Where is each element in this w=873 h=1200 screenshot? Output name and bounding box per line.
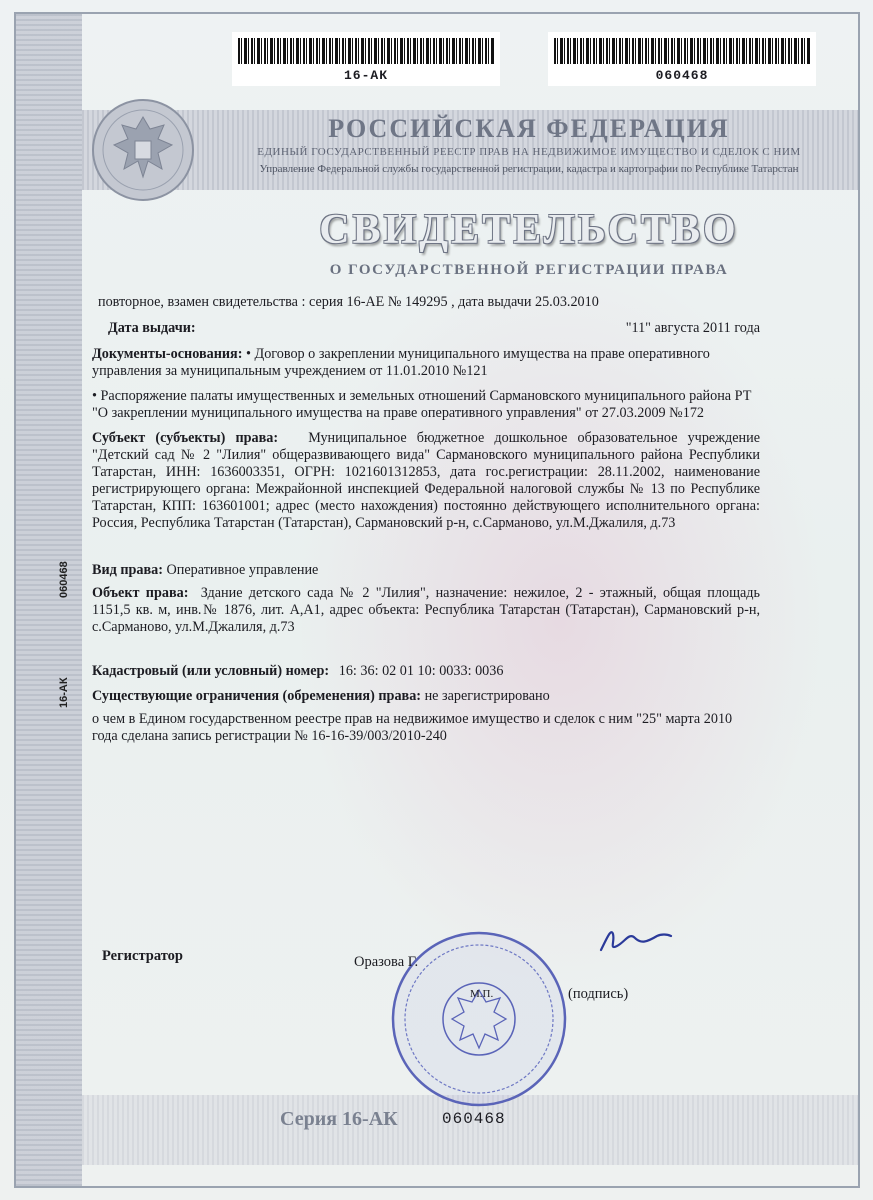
series-number: 060468 bbox=[442, 1110, 506, 1128]
certificate-body bbox=[92, 294, 760, 745]
subject-label: Субъект (субъекты) права: bbox=[92, 430, 279, 446]
registry-record: о чем в Едином государственном реестре прав на недвижимое имущество и сделок с ним "25" марта 2010 года сделана запись регистрации № 16-16-39/003/2010-240 bbox=[92, 711, 733, 744]
side-series-label: 16-АК bbox=[58, 677, 70, 708]
issue-date-value: "11" августа 2011 года bbox=[625, 320, 760, 336]
registrar-name: Оразова Г. bbox=[354, 954, 419, 970]
seal-place-label: М.П. bbox=[470, 988, 494, 1000]
documents-label: Документы-основания: bbox=[92, 346, 243, 362]
issue-date-label: Дата выдачи: bbox=[108, 320, 196, 336]
cadastral-value: 16: 36: 02 01 10: 0033: 0036 bbox=[338, 663, 504, 679]
header-department-line: Управление Федеральной службы государственной регистрации, кадастра и картографии по Республике Татарстан bbox=[259, 163, 799, 175]
certificate-title: СВИДЕТЕЛЬСТВО bbox=[319, 207, 739, 253]
right-type-label: Вид права: bbox=[92, 562, 163, 578]
side-series-number: 060468 bbox=[58, 561, 70, 598]
documents-basis bbox=[92, 346, 760, 380]
right-type-value: Оперативное управление bbox=[166, 562, 319, 578]
cadastral-label: Кадастровый (или условный) номер: bbox=[92, 663, 330, 679]
object-block bbox=[92, 585, 760, 636]
signature-label: (подпись) bbox=[568, 986, 629, 1002]
issue-date-row bbox=[92, 320, 760, 337]
coat-of-arms-icon bbox=[88, 95, 198, 205]
barcode-bars-right bbox=[554, 38, 810, 64]
restrictions-label: Существующие ограничения (обременения) права: bbox=[92, 688, 422, 704]
cadastral-row bbox=[92, 663, 760, 680]
header-registry-line: ЕДИНЫЙ ГОСУДАРСТВЕННЫЙ РЕЕСТР ПРАВ НА НЕДВИЖИМОЕ ИМУЩЕСТВО И СДЕЛОК С НИМ bbox=[257, 146, 801, 158]
object-text: Здание детского сада № 2 "Лилия", назначение: нежилое, 2 - этажный, общая площадь 1151,5 кв. м, инв.№ 1876, лит. А,А1, адрес объекта: Республика Татарстан (Татарстан), Сармановский р-н, с.Сарманово, ул.М.Джалиля, д.73 bbox=[92, 585, 760, 635]
right-type-row bbox=[92, 562, 760, 579]
repeat-line: повторное, взамен свидетельства : серия 16-АЕ № 149295 , дата выдачи 25.03.2010 bbox=[98, 294, 599, 310]
subject-block bbox=[92, 430, 760, 532]
certificate-subtitle: О ГОСУДАРСТВЕННОЙ РЕГИСТРАЦИИ ПРАВА bbox=[329, 262, 729, 278]
registrar-label: Регистратор bbox=[102, 948, 183, 964]
signature-icon bbox=[595, 920, 675, 960]
barcode-bars-left bbox=[238, 38, 494, 64]
barcode-left bbox=[232, 32, 500, 86]
documents-item-1: • Договор о закреплении муниципального имущества на праве оперативного управления за муниципальным учреждением от 11.01.2010 №121 bbox=[92, 346, 710, 379]
restrictions-value: не зарегистрировано bbox=[424, 688, 550, 704]
series-label: Серия 16-АК bbox=[280, 1108, 398, 1130]
object-label: Объект права: bbox=[92, 585, 189, 601]
barcode-right-number: 060468 bbox=[655, 68, 709, 83]
restrictions-row bbox=[92, 688, 760, 705]
barcode-left-number: 16-АК bbox=[343, 68, 388, 83]
barcode-right bbox=[548, 32, 816, 86]
documents-item-2: • Распоряжение палаты имущественных и земельных отношений Сармановского муниципального района РТ "О закреплении муниципального имущества на праве оперативного управления" от 27.03.2009 №172 bbox=[92, 388, 752, 421]
header-title: РОССИЙСКАЯ ФЕДЕРАЦИЯ bbox=[328, 114, 730, 143]
subject-text: Муниципальное бюджетное дошкольное образовательное учреждение "Детский сад № 2 "Лилия" общеразвивающего вида" Сармановского муниципального района Республики Татарстан, ИНН: 1636003351, ОГРН: 1021601312853, дата гос.регистрации: 28.11.2002, наименование регистрирующего органа: Межрайонной инспекцией Федеральной налоговой службы № 13 по Республике Татарстан, КПП: 163601001; адрес (место нахождения) постоянно действующего исполнительного органа: Россия, Республика Татарстан (Татарстан), Сармановский р-н, с.Сарманово, ул.М.Джалиля, д.73 bbox=[92, 430, 761, 531]
